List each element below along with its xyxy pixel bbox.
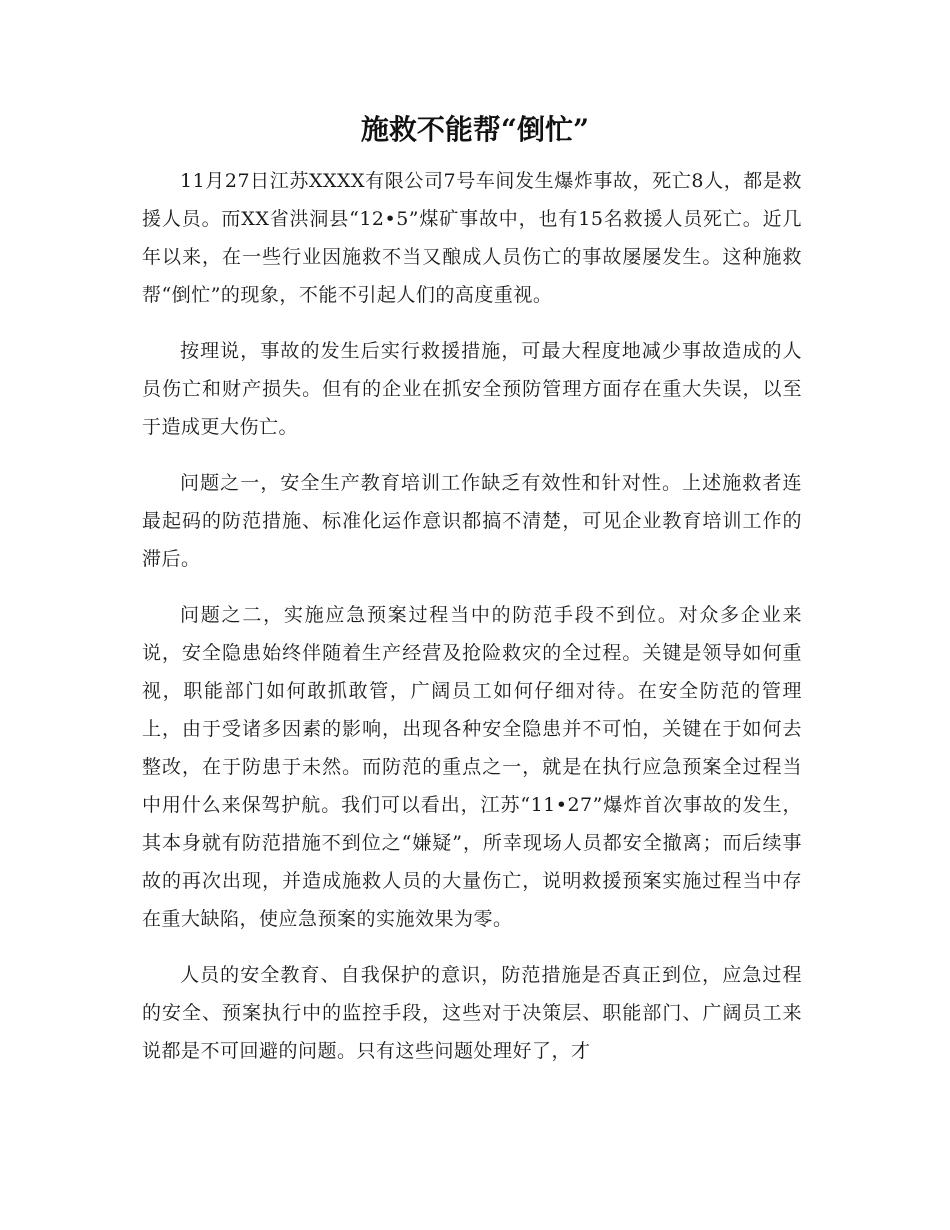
- paragraph: 11月27日江苏XXXX有限公司7号车间发生爆炸事故，死亡8人，都是救援人员。而XX省洪洞县“12•5”煤矿事故中，也有15名救援人员死亡。近几年以来，在一些行业因施救不当又酿成人员伤亡的事故屡屡发生。这种施救帮“倒忙”的现象，不能不引起人们的高度重视。: [142, 170, 802, 306]
- paragraph: 问题之一，安全生产教育培训工作缺乏有效性和针对性。上述施救者连最起码的防范措施、标准化运作意识都搞不清楚，可见企业教育培训工作的滞后。: [142, 472, 802, 570]
- paragraph: 问题之二，实施应急预案过程当中的防范手段不到位。对众多企业来说，安全隐患始终伴随着生产经营及抢险救灾的全过程。关键是领导如何重视，职能部门如何敢抓敢管，广阔员工如何仔细对待。在安全防范的管理上，由于受诸多因素的影响，出现各种安全隐患并不可怕，关键在于如何去整改，在于防患于未然。而防范的重点之一，就是在执行应急预案全过程当中用什么来保驾护航。我们可以看出，江苏“11•27”爆炸首次事故的发生，其本身就有防范措施不到位之“嫌疑”，所幸现场人员都安全撤离；而后续事故的再次出现，并造成施救人员的大量伤亡，说明救援预案实施过程当中存在重大缺陷，使应急预案的实施效果为零。: [142, 604, 802, 930]
- document-body: [142, 162, 802, 1088]
- document-title: 施救不能帮“倒忙”: [360, 113, 590, 146]
- paragraph: 人员的安全教育、自我保护的意识，防范措施是否真正到位，应急过程的安全、预案执行中的监控手段，这些对于决策层、职能部门、广阔员工来说都是不可回避的问题。只有这些问题处理好了，才: [142, 964, 802, 1062]
- paragraph: 按理说，事故的发生后实行救援措施，可最大程度地减少事故造成的人员伤亡和财产损失。但有的企业在抓安全预防管理方面存在重大失误，以至于造成更大伤亡。: [142, 340, 802, 438]
